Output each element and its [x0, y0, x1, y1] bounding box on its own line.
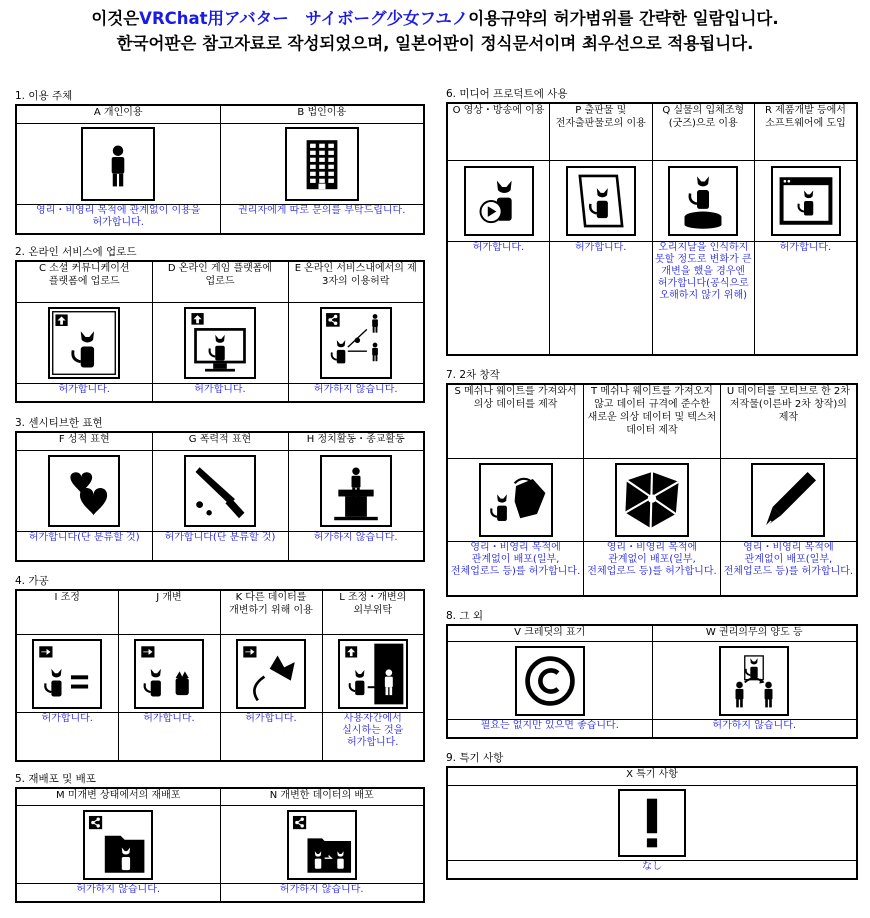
- share-users-icon: [320, 307, 392, 379]
- permission-row-status: [447, 242, 857, 356]
- permission-row-status: [447, 720, 857, 739]
- header-line-1: 이것은VRChat用アバター サイボーグ少女フユノ이용규약의 허가범위를 간략한 일람입니다.: [91, 9, 779, 28]
- modify-other-icon: [236, 639, 306, 709]
- hearts-icon: [48, 455, 120, 527]
- item-pictogram-cell: [220, 635, 322, 713]
- section-title: 4. 가공: [15, 575, 49, 587]
- item-label: B 법인이용: [220, 105, 424, 124]
- permission-row-status: [16, 384, 424, 403]
- item-pictogram-cell: [152, 303, 288, 384]
- item-label: U 데이터를 모티브로 한 2차 저작물(이른바 2차 창작)의 제작: [720, 384, 857, 459]
- permission-row-pic: [16, 451, 424, 532]
- item-label: E 온라인 서비스내에서의 제 3자의 이용허락: [288, 261, 424, 303]
- item-label: L 조정・개변의 외부위탁: [322, 590, 424, 635]
- building-icon: [285, 127, 359, 201]
- section-6: [446, 86, 858, 356]
- section-2: [15, 244, 425, 403]
- pen-icon: [751, 463, 825, 537]
- permission-row-status: [447, 542, 857, 597]
- item-label: N 개변한 데이터의 배포: [220, 788, 424, 806]
- item-status: 허가합니다(단 분류할 것): [16, 532, 152, 562]
- avatar-name: VRChat用アバター サイボーグ少女フユノ: [139, 9, 469, 28]
- item-status: 허가합니다.: [118, 713, 220, 762]
- item-pictogram-cell: [16, 635, 118, 713]
- item-pictogram-cell: [447, 642, 652, 720]
- item-pictogram-cell: [447, 786, 857, 861]
- permission-row-status: [16, 532, 424, 562]
- item-label: Q 실물의 입체조형(굿즈)으로 이용: [652, 103, 755, 161]
- permission-row-label: [447, 103, 857, 161]
- permission-row-pic: [16, 303, 424, 384]
- item-status: 허가하지 않습니다.: [16, 884, 220, 903]
- permission-row-label: [447, 767, 857, 786]
- item-status: 영리・비영리 목적에 관계없이 이용을 허가합니다.: [16, 205, 220, 235]
- transfer-icon: [719, 646, 789, 716]
- item-label: K 다른 데이터를 개변하기 위해 이용: [220, 590, 322, 635]
- item-label: T 메쉬나 웨이트를 가져오지 않고 데이터 규격에 준수한 새로운 의상 데이터 및 텍스처 데이터 제작: [584, 384, 721, 459]
- permission-table: [15, 431, 425, 562]
- item-pictogram-cell: [447, 161, 550, 242]
- item-pictogram-cell: [152, 451, 288, 532]
- permission-table: [15, 104, 425, 235]
- item-status: 필요는 없지만 있으면 좋습니다.: [447, 720, 652, 739]
- permission-row-label: [16, 590, 424, 635]
- item-label: O 영상・방송에 이용: [447, 103, 550, 161]
- new-clothing-icon: [615, 463, 689, 537]
- distribute-modified-icon: [287, 810, 357, 880]
- copyright-icon: [515, 646, 585, 716]
- item-status: 오리지날을 인식하지 못할 정도로 변화가 큰 개변을 했을 경우엔 허가합니다(공식으로 오해하지 않기 위해): [652, 242, 755, 356]
- header-line-2: 한국어판은 참고자료로 작성되었으며, 일본어판이 정식문서이며 최우선으로 적용됩니다.: [116, 34, 754, 53]
- item-status: 허가합니다.: [16, 713, 118, 762]
- item-label: P 출판물 및 전자출판물로의 이용: [550, 103, 653, 161]
- permission-table: [15, 787, 425, 903]
- item-status: 허가합니다.: [220, 713, 322, 762]
- item-label: W 권리의무의 양도 등: [652, 625, 857, 642]
- item-pictogram-cell: [755, 161, 858, 242]
- item-pictogram-cell: [550, 161, 653, 242]
- section-title: 7. 2차 창작: [446, 369, 500, 381]
- permission-row-pic: [16, 635, 424, 713]
- item-pictogram-cell: [652, 642, 857, 720]
- section-title: 1. 이용 주체: [15, 90, 73, 102]
- item-label: G 폭력적 표현: [152, 432, 288, 451]
- permission-row-status: [16, 205, 424, 235]
- section-3: [15, 415, 425, 562]
- page-header: [0, 6, 870, 56]
- section-7: [446, 367, 858, 597]
- permission-table: [446, 766, 858, 880]
- item-status: なし: [447, 861, 857, 880]
- item-status: 허가합니다(단 분류할 것): [152, 532, 288, 562]
- permission-row-pic: [447, 161, 857, 242]
- item-pictogram-cell: [118, 635, 220, 713]
- permission-row-label: [16, 261, 424, 303]
- permission-row-label: [447, 384, 857, 459]
- item-pictogram-cell: [322, 635, 424, 713]
- permission-row-status: [16, 713, 424, 762]
- permission-table: [15, 589, 425, 762]
- section-9: [446, 750, 858, 880]
- permission-row-pic: [16, 124, 424, 205]
- permission-row-status: [447, 861, 857, 880]
- section-8: [446, 608, 858, 739]
- item-pictogram-cell: [584, 459, 721, 542]
- item-pictogram-cell: [652, 161, 755, 242]
- section-1: [15, 88, 425, 235]
- permission-row-pic: [447, 786, 857, 861]
- publication-icon: [566, 166, 636, 236]
- outsource-icon: [338, 639, 408, 709]
- item-status: 영리・비영리 목적에 관계없이 배포(일부, 전체업로드 등)를 허가합니다.: [720, 542, 857, 597]
- modify-icon: [134, 639, 204, 709]
- permission-row-pic: [447, 642, 857, 720]
- section-title: 5. 재배포 및 배포: [15, 773, 96, 785]
- item-status: 영리・비영리 목적에 관계없이 배포(일부, 전체업로드 등)를 허가합니다.: [447, 542, 584, 597]
- permission-row-label: [16, 105, 424, 124]
- item-status: 허가합니다.: [550, 242, 653, 356]
- item-status: 사용자간에서 실시하는 것을 허가합니다.: [322, 713, 424, 762]
- permission-row-status: [16, 884, 424, 903]
- permission-table: [446, 624, 858, 739]
- item-pictogram-cell: [220, 806, 424, 884]
- permission-row-pic: [447, 459, 857, 542]
- item-pictogram-cell: [220, 124, 424, 205]
- item-status: 허가합니다.: [755, 242, 858, 356]
- item-status: 영리・비영리 목적에 관계없이 배포(일부, 전체업로드 등)를 허가합니다.: [584, 542, 721, 597]
- permission-row-label: [16, 432, 424, 451]
- item-status: 권리자에게 따로 문의를 부탁드립니다.: [220, 205, 424, 235]
- item-label: D 온라인 게임 플랫폼에 업로드: [152, 261, 288, 303]
- upload-platform-icon: [48, 307, 120, 379]
- item-label: M 미개변 상태에서의 재배포: [16, 788, 220, 806]
- redistribute-icon: [83, 810, 153, 880]
- item-pictogram-cell: [16, 303, 152, 384]
- section-title: 9. 특기 사항: [446, 752, 504, 764]
- item-label: V 크레딧의 표기: [447, 625, 652, 642]
- video-icon: [464, 166, 534, 236]
- item-status: 허가하지 않습니다.: [288, 384, 424, 403]
- podium-icon: [320, 455, 392, 527]
- item-pictogram-cell: [447, 459, 584, 542]
- exclamation-icon: [618, 789, 686, 857]
- item-label: I 조정: [16, 590, 118, 635]
- person-icon: [81, 127, 155, 201]
- item-status: 허가합니다.: [447, 242, 550, 356]
- adjust-icon: [32, 639, 102, 709]
- item-pictogram-cell: [720, 459, 857, 542]
- section-4: [15, 573, 425, 762]
- item-label: J 개변: [118, 590, 220, 635]
- item-label: X 특기 사항: [447, 767, 857, 786]
- mesh-clothing-icon: [479, 463, 553, 537]
- item-pictogram-cell: [16, 124, 220, 205]
- permission-row-label: [16, 788, 424, 806]
- section-title: 6. 미디어 프로덕트에 사용: [446, 88, 568, 100]
- item-pictogram-cell: [16, 451, 152, 532]
- section-title: 3. 센시티브한 표현: [15, 417, 103, 429]
- figure-icon: [668, 166, 738, 236]
- item-label: S 메쉬나 웨이트를 가져와서 의상 데이터를 제작: [447, 384, 584, 459]
- item-pictogram-cell: [288, 451, 424, 532]
- section-title: 8. 그 외: [446, 610, 483, 622]
- section-5: [15, 771, 425, 903]
- knife-icon: [184, 455, 256, 527]
- item-label: C 소셜 커뮤니케이션 플랫폼에 업로드: [16, 261, 152, 303]
- item-label: A 개인이용: [16, 105, 220, 124]
- item-status: 허가하지 않습니다.: [288, 532, 424, 562]
- permission-row-pic: [16, 806, 424, 884]
- permission-table: [446, 383, 858, 597]
- item-status: 허가하지 않습니다.: [220, 884, 424, 903]
- item-pictogram-cell: [16, 806, 220, 884]
- permission-row-label: [447, 625, 857, 642]
- item-pictogram-cell: [288, 303, 424, 384]
- permission-table: [446, 102, 858, 356]
- item-label: R 제품개발 등에서 소프트웨어에 도입: [755, 103, 858, 161]
- section-title: 2. 온라인 서비스에 업로드: [15, 246, 137, 258]
- item-status: 허가합니다.: [16, 384, 152, 403]
- permission-table: [15, 260, 425, 403]
- item-status: 허가합니다.: [152, 384, 288, 403]
- upload-game-icon: [184, 307, 256, 379]
- software-icon: [771, 166, 841, 236]
- item-label: F 성적 표현: [16, 432, 152, 451]
- item-status: 허가하지 않습니다.: [652, 720, 857, 739]
- item-label: H 정치활동・종교활동: [288, 432, 424, 451]
